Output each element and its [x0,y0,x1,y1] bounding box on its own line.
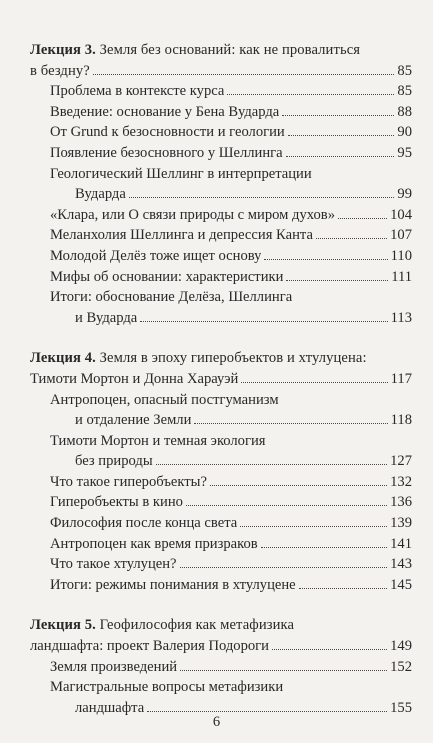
toc-entry[interactable] [30,472,412,493]
toc-entry-line [30,287,412,308]
dot-leader [147,711,387,712]
toc-entry[interactable] [30,554,412,575]
section-title: Мифы об основании: характеристики [50,268,284,285]
page-number: 107 [390,227,412,244]
page-number: 85 [397,62,412,79]
dot-leader [140,321,387,322]
table-of-contents [30,40,412,718]
toc-entry[interactable] [30,369,412,390]
toc-entry[interactable] [30,81,412,102]
page-number: 110 [390,247,412,264]
section-title: Итоги: режимы понимания в хтулуцене [50,576,296,593]
dot-leader [186,505,387,506]
dot-leader [180,567,388,568]
toc-entry[interactable] [30,225,412,246]
page-number: 149 [390,638,412,655]
toc-entry[interactable] [30,61,412,82]
page-number: 95 [397,144,412,161]
section-title: От Grund к безосновности и геологии [50,124,285,141]
toc-entry-line [30,390,412,411]
page-number: 127 [390,453,412,470]
toc-entry[interactable] [30,492,412,513]
page-number: 155 [390,699,412,716]
section-title-cont: и Вударда [75,309,138,326]
toc-entry[interactable] [30,451,412,472]
section-title: «Клара, или О связи природы с миром духов» [50,206,335,223]
dot-leader [210,485,387,486]
dot-leader [272,649,387,650]
dot-leader [282,115,394,116]
dot-leader [241,382,387,383]
section-title: Меланхолия Шеллинга и депрессия Канта [50,227,313,244]
lecture-5 [30,615,412,718]
section-title: Появление безосновного у Шеллинга [50,144,283,161]
toc-entry[interactable] [30,122,412,143]
page-number: 111 [391,268,412,285]
toc-entry-line [30,164,412,185]
toc-entry[interactable] [30,657,412,678]
section-title: Тимоти Мортон и темная экология [50,432,266,449]
page-number: 85 [397,83,412,100]
section-title-cont: Вударда [75,186,126,203]
section-title: Земля произведений [50,658,178,675]
lecture-title: Земля без оснований: как не провалиться [99,42,361,58]
page-number: 104 [390,206,412,223]
section-title: Молодой Делёз тоже ищет основу [50,247,262,264]
toc-entry[interactable] [30,184,412,205]
dot-leader [286,156,395,157]
page-number: 141 [390,535,412,552]
toc-entry[interactable] [30,102,412,123]
lecture-title-cont: ландшафта: проект Валерия Подороги [30,638,269,655]
dot-leader [180,670,387,671]
section-title-cont: ландшафта [75,699,145,716]
section-title: Геологический Шеллинг в интерпретации [50,165,312,182]
lecture-heading-line [30,40,412,61]
toc-entry[interactable] [30,636,412,657]
dot-leader [156,464,387,465]
toc-entry[interactable] [30,205,412,226]
section-spacer [30,595,412,615]
page-number: 117 [390,370,412,387]
page-number: 88 [397,103,412,120]
section-title: Антропоцен, опасный постгуманизм [50,391,279,408]
dot-leader [227,94,394,95]
page-number: 118 [390,412,412,429]
lecture-label: Лекция 4. [30,350,96,367]
lecture-label: Лекция 5. [30,617,96,634]
section-spacer [30,328,412,348]
page-number: 143 [390,556,412,573]
lecture-3 [30,40,412,328]
lecture-title: Геофилософия как метафизика [99,617,295,634]
toc-entry-line [30,431,412,452]
toc-entry[interactable] [30,308,412,329]
section-title: Гиперобъекты в кино [50,494,183,511]
dot-leader [286,280,388,281]
dot-leader [261,547,387,548]
page-number: 99 [397,186,412,203]
dot-leader [129,197,395,198]
page-number: 152 [390,658,412,675]
toc-entry[interactable] [30,410,412,431]
section-title: Что такое гиперобъекты? [50,473,207,490]
toc-entry[interactable] [30,267,412,288]
section-title: Итоги: обоснование Делёза, Шеллинга [50,289,293,306]
page-number: 136 [390,494,412,511]
toc-entry[interactable] [30,143,412,164]
page-number: 139 [390,515,412,532]
page-number: 113 [390,309,412,326]
lecture-title: Земля в эпоху гиперобъектов и хтулуцена: [99,350,367,367]
lecture-label: Лекция 3. [30,42,96,58]
dot-leader [264,259,387,260]
dot-leader [338,218,387,219]
lecture-title-cont: Тимоти Мортон и Донна Харауэй [30,370,239,387]
section-title: Магистральные вопросы метафизики [50,679,284,696]
lecture-title-cont: в бездну? [30,62,90,79]
page-number: 132 [390,473,412,490]
section-title: Введение: основание у Бена Вударда [50,103,280,120]
toc-entry[interactable] [30,534,412,555]
section-title: Философия после конца света [50,515,238,532]
dot-leader [194,423,387,424]
page-number: 145 [390,576,412,593]
section-title: Проблема в контексте курса [50,83,225,100]
toc-entry-line [30,677,412,698]
dot-leader [93,74,395,75]
page-number: 90 [397,124,412,141]
dot-leader [299,588,387,589]
section-title-cont: и отдаление Земли [75,412,192,429]
toc-entry[interactable] [30,246,412,267]
dot-leader [316,238,387,239]
section-title: Антропоцен как время призраков [50,535,258,552]
page-folio-number: 6 [212,714,221,730]
lecture-heading-line [30,348,412,369]
section-title: Что такое хтулуцен? [50,556,177,573]
lecture-4 [30,348,412,595]
dot-leader [240,526,387,527]
toc-entry[interactable] [30,513,412,534]
section-title-cont: без природы [75,453,153,470]
dot-leader [288,135,395,136]
lecture-heading-line [30,615,412,636]
toc-entry[interactable] [30,575,412,596]
